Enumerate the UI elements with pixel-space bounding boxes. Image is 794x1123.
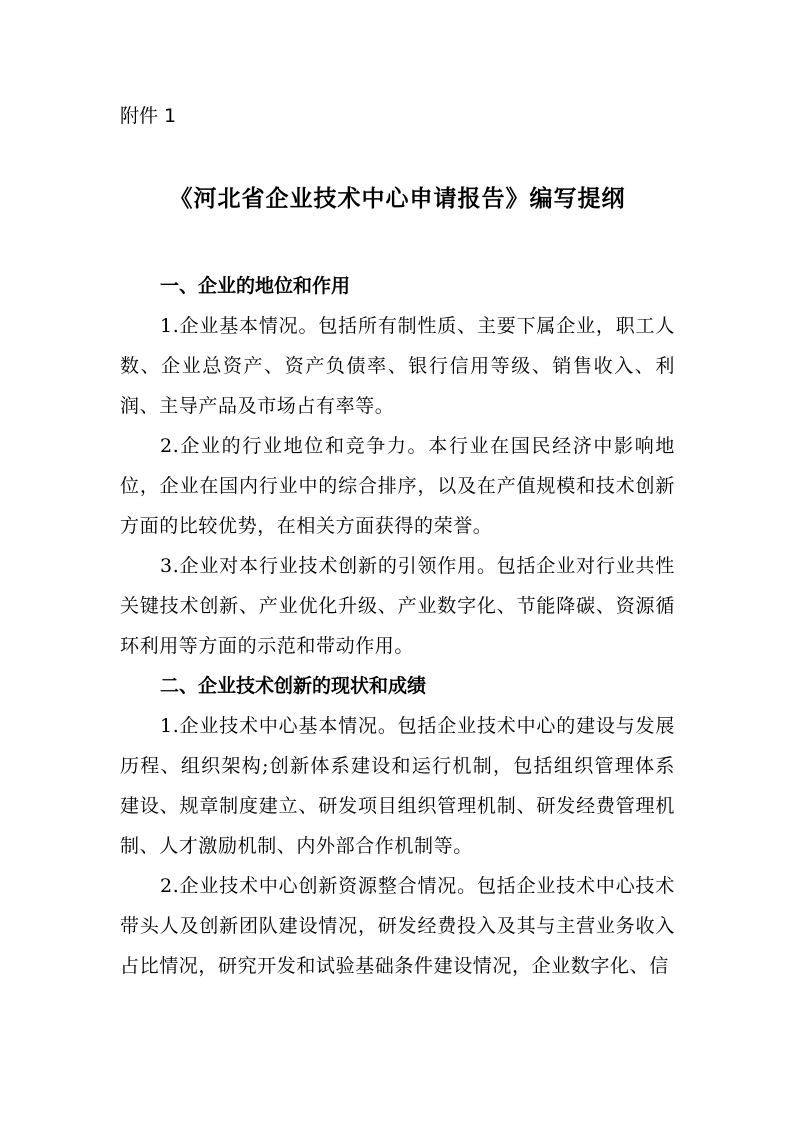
attachment-label: 附件 1 [120, 105, 177, 127]
body-paragraph: 1.企业基本情况。包括所有制性质、主要下属企业，职工人数、企业总资产、资产负债率、银行信用等级、销售收入、利润、主导产品及市场占有率等。 [120, 315, 675, 417]
body-paragraph: 2.企业的行业地位和竞争力。本行业在国民经济中影响地位，企业在国内行业中的综合排序，以及在产值规模和技术创新方面的比较优势，在相关方面获得的荣誉。 [120, 435, 675, 537]
section-heading: 一、企业的地位和作用 [160, 275, 351, 297]
body-paragraph: 3.企业对本行业技术创新的引领作用。包括企业对行业共性关键技术创新、产业优化升级、产业数字化、节能降碳、资源循环利用等方面的示范和带动作用。 [120, 555, 675, 657]
body-paragraph: 2.企业技术中心创新资源整合情况。包括企业技术中心技术带头人及创新团队建设情况，研发经费投入及其与主营业务收入占比情况，研究开发和试验基础条件建设情况，企业数字化、信 [120, 875, 675, 977]
document-title: 《河北省企业技术中心申请报告》编写提纲 [169, 186, 626, 212]
document-body [120, 266, 675, 986]
body-paragraph: 1.企业技术中心基本情况。包括企业技术中心的建设与发展历程、组织架构;创新体系建设和运行机制，包括组织管理体系建设、规章制度建立、研发项目组织管理机制、研发经费管理机制、人才激励机制、内外部合作机制等。 [120, 715, 675, 857]
section-heading: 二、企业技术创新的现状和成绩 [160, 675, 427, 697]
